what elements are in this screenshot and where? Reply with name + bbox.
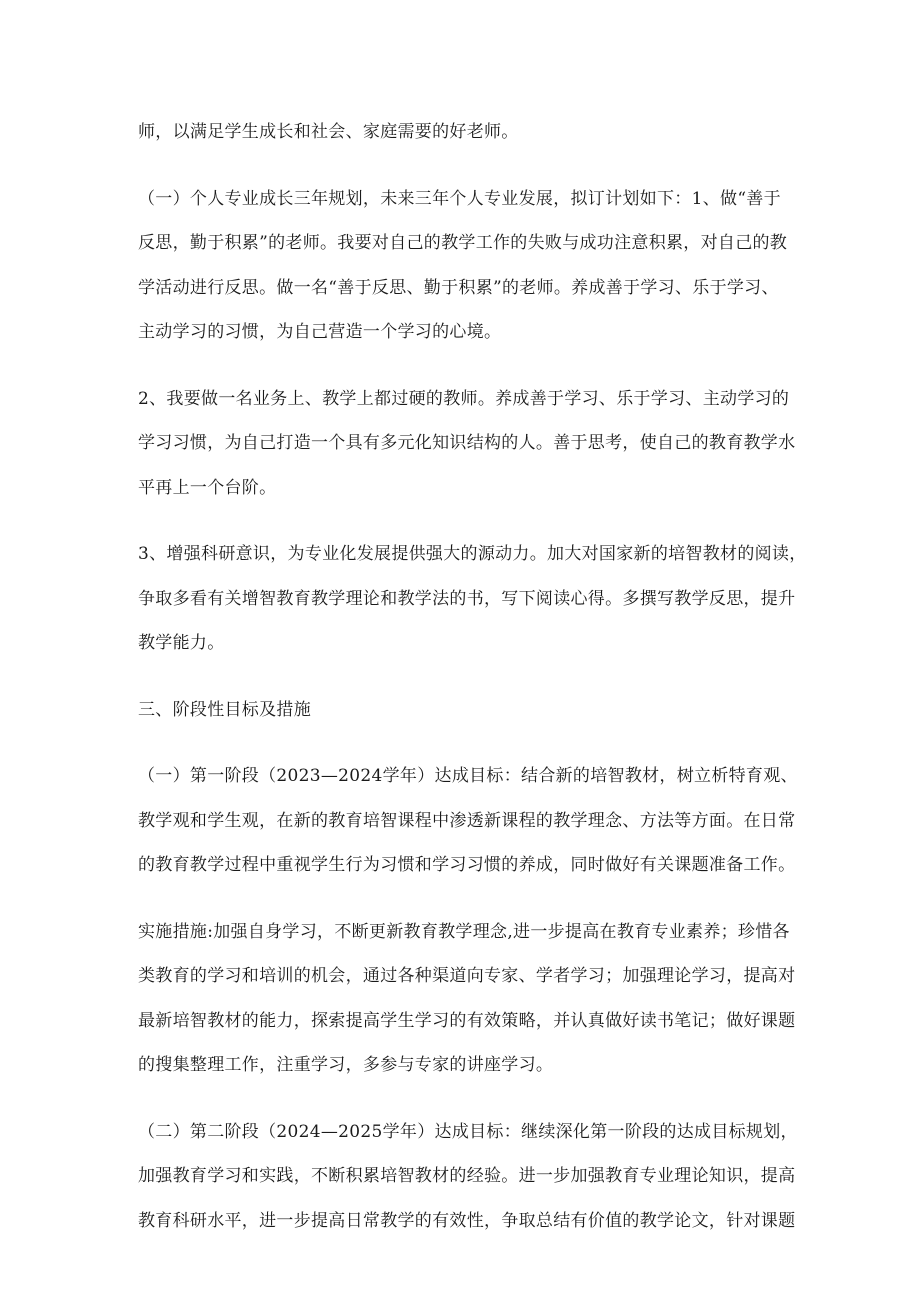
paragraph-line: 的教育教学过程中重视学生行为习惯和学习习惯的养成，同时做好有关课题准备工作。 [138, 855, 796, 875]
paragraph-line: （一）个人专业成长三年规划，未来三年个人专业发展，拟订计划如下：1、做“善于 [138, 188, 781, 209]
paragraph-line: 师，以满足学生成长和社会、家庭需要的好老师。 [138, 122, 519, 142]
paragraph-7 [138, 910, 798, 1088]
paragraph-3 [138, 377, 798, 511]
paragraph-line: 的搜集整理工作，注重学习，多参与专家的讲座学习。 [138, 1055, 554, 1075]
paragraph-line: （一）第一阶段（2023—2024学年）达成目标：结合新的培智教材，树立析特育观、 [138, 766, 798, 786]
paragraph-2 [138, 177, 798, 355]
paragraph-4 [138, 532, 807, 666]
paragraph-line: 教学能力。 [138, 633, 225, 653]
paragraph-line: 加强教育学习和实践，不断积累培智教材的经验。进一步加强教育专业理论知识，提高 [138, 1166, 796, 1186]
paragraph-8 [138, 1110, 798, 1244]
paragraph-line: 学习习惯，为自己打造一个具有多元化知识结构的人。善于思考，使自己的教育教学水 [138, 433, 796, 453]
paragraph-line: 最新培智教材的能力，探索提高学生学习的有效策略，并认真做好读书笔记；做好课题 [138, 1010, 796, 1031]
paragraph-6 [138, 754, 798, 888]
paragraph-line: 主动学习的习惯，为自己营造一个学习的心境。 [138, 322, 502, 342]
section-heading [138, 688, 798, 733]
paragraph-line: 平再上一个台阶。 [138, 477, 277, 498]
paragraph-line: 反思，勤于积累”的老师。我要对自己的教学工作的失败与成功注意积累，对自己的教 [138, 233, 788, 253]
paragraph-line: 教学观和学生观，在新的教育培智课程中渗透新课程的教学理念、方法等方面。在日常 [138, 810, 796, 831]
heading-line: 三、阶段性目标及措施 [138, 699, 311, 720]
paragraph-line: 教育科研水平，进一步提高日常教学的有效性，争取总结有价值的教学论文，针对课题 [138, 1210, 796, 1231]
paragraph-line: 实施措施:加强自身学习，不断更新教育教学理念,进一步提高在教育专业素养；珍惜各 [138, 921, 790, 942]
paragraph-line: 学活动进行反思。做一名“善于反思、勤于积累”的老师。养成善于学习、乐于学习、 [138, 277, 779, 298]
paragraph-line: （二）第二阶段（2024—2025学年）达成目标：继续深化第一阶段的达成目标规划， [138, 1121, 798, 1142]
document-page [138, 110, 807, 1265]
paragraph-line: 争取多看有关增智教育教学理论和教学法的书，写下阅读心得。多撰写教学反思，提升 [138, 588, 796, 609]
paragraph-1 [138, 110, 798, 155]
paragraph-line: 类教育的学习和培训的机会，通过各种渠道向专家、学者学习；加强理论学习，提高对 [138, 966, 796, 986]
paragraph-line: 2、我要做一名业务上、教学上都过硬的教师。养成善于学习、乐于学习、主动学习的 [138, 388, 790, 409]
paragraph-line: 3、增强科研意识，为专业化发展提供强大的源动力。加大对国家新的培智教材的阅读， [138, 544, 807, 564]
